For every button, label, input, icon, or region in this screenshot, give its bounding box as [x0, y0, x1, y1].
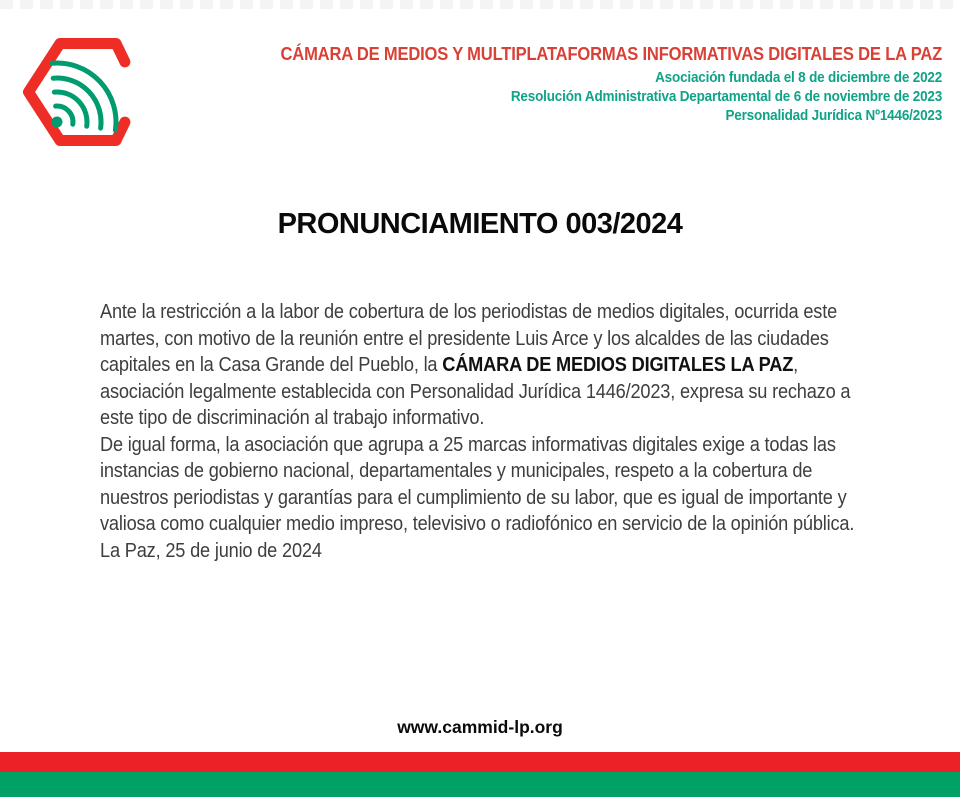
paragraph-1-pre: Ante la restricción a la labor de cobertura de los periodistas de medios digitales, ocurrida este martes, con motivo de la reunión entre el presidente Luis Arce y los alcaldes de las ciudades capitales en la Casa Grande del Pueblo, la	[100, 301, 838, 376]
org-name: CÁMARA DE MEDIOS Y MULTIPLATAFORMAS INFORMATIVAS DIGITALES DE LA PAZ	[280, 44, 942, 64]
founding-line: Asociación fundada el 8 de diciembre de 2022	[655, 69, 942, 86]
bottom-green-stripe	[0, 772, 960, 797]
paragraph-2: De igual forma, la asociación que agrupa a 25 marcas informativas digitales exige a todas las instancias de gobierno nacional, departamentales y municipales, respeto a la cobertura de nuestros periodistas y garantías para el cumplimiento de su labor, que es igual de importante y valiosa como cualquier medio impreso, televisivo o radiofónico en servicio de la opinión pública.	[100, 433, 855, 535]
bottom-red-stripe	[0, 752, 960, 772]
dateline: La Paz, 25 de junio de 2024	[100, 539, 322, 562]
paragraph-1-post: , asociación legalmente establecida con Personalidad Jurídica 1446/2023, expresa su rechazo a este tipo de discriminación al trabajo informativo.	[100, 354, 851, 429]
website-link[interactable]: www.cammid-lp.org	[397, 717, 563, 737]
paragraph-1-bold-org: CÁMARA DE MEDIOS DIGITALES LA PAZ	[442, 354, 794, 376]
header-block	[223, 44, 942, 125]
legal-line: Personalidad Jurídica Nº1446/2023	[725, 107, 942, 124]
top-decorative-strip	[0, 0, 960, 9]
resolution-line: Resolución Administrativa Departamental de 6 de noviembre de 2023	[510, 88, 942, 105]
document-body	[100, 299, 881, 564]
cammid-logo	[22, 30, 142, 154]
page-title: PRONUNCIAMIENTO 003/2024	[277, 208, 683, 240]
paragraph-1	[100, 299, 881, 432]
hexagon-wifi-icon	[22, 30, 142, 154]
